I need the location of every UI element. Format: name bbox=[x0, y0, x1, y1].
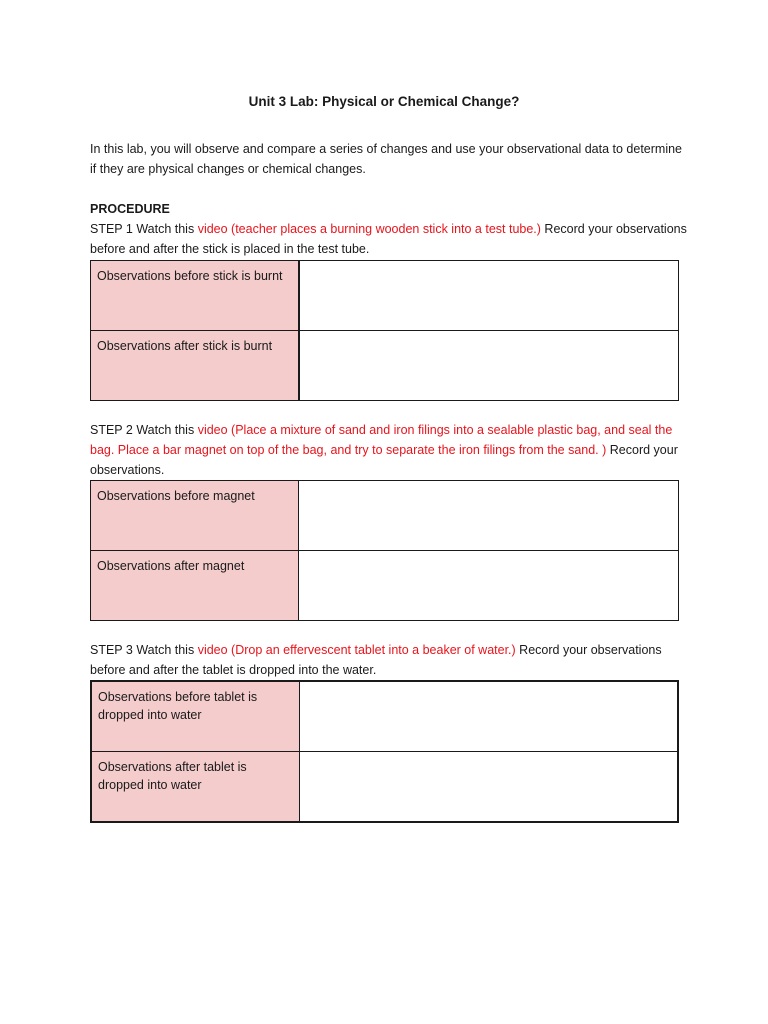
page-title: Unit 3 Lab: Physical or Chemical Change? bbox=[248, 94, 520, 109]
step-3-video-link[interactable]: video (Drop an effervescent tablet into a beaker of water.) bbox=[197, 643, 516, 657]
procedure-heading: PROCEDURE bbox=[90, 202, 170, 216]
step-2-suffix: Record your observations. bbox=[90, 443, 678, 477]
observation-answer-cell[interactable] bbox=[299, 551, 679, 621]
table-row bbox=[91, 261, 679, 331]
step-3-prefix: STEP 3 Watch this bbox=[90, 643, 198, 657]
table-row bbox=[91, 331, 679, 401]
observation-answer-cell[interactable] bbox=[299, 752, 678, 823]
table-row bbox=[91, 752, 678, 823]
observation-label: Observations before tablet is dropped into water bbox=[91, 681, 299, 752]
step-1-instructions bbox=[90, 219, 690, 259]
observation-answer-cell[interactable] bbox=[299, 261, 679, 331]
observation-label: Observations after magnet bbox=[91, 551, 299, 621]
observation-label: Observations after tablet is dropped into water bbox=[91, 752, 299, 823]
step-1-observation-table bbox=[90, 260, 679, 401]
step-3-observation-table bbox=[90, 680, 679, 823]
step-2-observation-table bbox=[90, 480, 679, 621]
observation-answer-cell[interactable] bbox=[299, 681, 678, 752]
observation-label: Observations before stick is burnt bbox=[91, 261, 299, 331]
intro-paragraph: In this lab, you will observe and compare a series of changes and use your observational data to determine if they are physical changes or chemical changes. bbox=[90, 142, 683, 176]
observation-label: Observations after stick is burnt bbox=[91, 331, 299, 401]
step-3-instructions bbox=[90, 640, 690, 680]
step-2-instructions bbox=[90, 420, 682, 480]
step-3-suffix: Record your observations before and after the tablet is dropped into the water. bbox=[90, 643, 662, 677]
table-row bbox=[91, 481, 679, 551]
step-1-video-link[interactable]: video (teacher places a burning wooden stick into a test tube.) bbox=[197, 222, 541, 236]
table-row bbox=[91, 551, 679, 621]
observation-answer-cell[interactable] bbox=[299, 481, 679, 551]
table-row bbox=[91, 681, 678, 752]
step-1-suffix: Record your observations before and after the stick is placed in the test tube. bbox=[90, 222, 687, 256]
step-1-prefix: STEP 1 Watch this bbox=[90, 222, 198, 236]
observation-answer-cell[interactable] bbox=[299, 331, 679, 401]
observation-label: Observations before magnet bbox=[91, 481, 299, 551]
step-2-video-link[interactable]: video (Place a mixture of sand and iron filings into a sealable plastic bag, and seal the bag. Place a bar magnet on top of the bag, and try to separate the iron filings from the sand. ) bbox=[90, 423, 673, 457]
step-2-prefix: STEP 2 Watch this bbox=[90, 423, 198, 437]
